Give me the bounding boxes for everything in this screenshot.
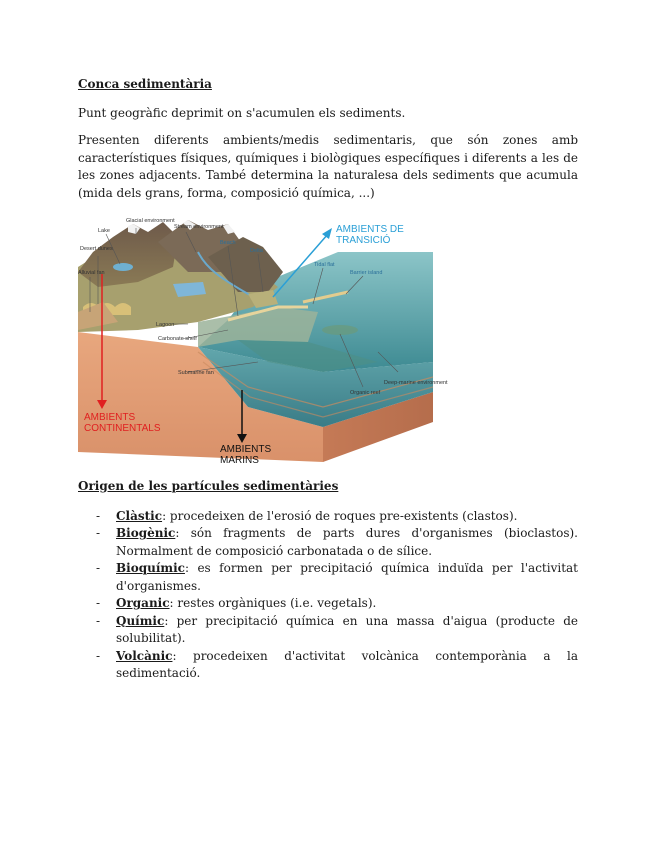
list-text: : procedeixen d'activitat volcànica contemporània a la sedimentació. xyxy=(116,648,578,680)
label-desert-dunes: Desert dunes xyxy=(80,246,113,252)
list-item xyxy=(78,613,578,648)
list-text: : són fragments de parts dures d'organismes (bioclastos). Normalment de composició carbonatada o de sílice. xyxy=(116,526,578,558)
label-deep-marine: Deep-marine environment xyxy=(384,380,448,386)
block-diagram xyxy=(78,212,448,466)
list-dash: - xyxy=(96,648,101,663)
annotation-marins-2: MARINS xyxy=(220,455,259,466)
list-item xyxy=(78,648,578,683)
list-text: : per precipitació química en una massa d'aigua (producte de solubilitat). xyxy=(116,613,578,645)
paragraph-ambients: Presenten diferents ambients/medis sedimentaris, que són zones amb característiques físiques, químiques i biològiques específiques i diferents a les de les zones adjacents. També determina la naturalesa dels sediments que acumula (mida dels grans, forma, composició química, ...) xyxy=(78,133,578,200)
section-heading-origen: Origen de les partícules sedimentàries xyxy=(78,479,339,493)
label-submarine-fan: Submarine fan xyxy=(178,370,214,376)
arrow-transicio-head xyxy=(322,228,332,239)
annotation-continentals-2: CONTINENTALS xyxy=(84,423,161,434)
annotation-transicio-1: AMBIENTS DE xyxy=(336,224,404,235)
label-stream: Stream environment xyxy=(174,224,224,230)
section-origen xyxy=(78,478,578,683)
list-item xyxy=(78,595,578,613)
annotation-marins-1: AMBIENTS xyxy=(220,444,272,455)
label-tidal-flat: Tidal flat xyxy=(314,262,335,268)
particle-origin-list xyxy=(78,508,578,683)
list-dash: - xyxy=(96,613,101,628)
sedimentary-environments-diagram xyxy=(78,212,448,466)
lake-shape xyxy=(113,263,133,271)
list-dash: - xyxy=(96,561,101,575)
list-text: : restes orgàniques (i.e. vegetals). xyxy=(169,596,377,610)
label-barrier-island: Barrier island xyxy=(350,270,383,276)
reef-shape xyxy=(322,325,358,335)
list-dash: - xyxy=(96,508,101,523)
label-glacial: Glacial environment xyxy=(126,218,175,224)
list-term: Biogènic xyxy=(116,526,176,540)
document-page xyxy=(78,76,578,683)
paragraph-definition: Punt geogràfic deprimit on s'acumulen els sediments. xyxy=(78,105,406,120)
list-text: : procedeixen de l'erosió de roques pre-existents (clastos). xyxy=(162,508,518,523)
list-item xyxy=(78,508,578,526)
label-carbonate-shelf: Carbonate shelf xyxy=(158,336,197,342)
list-term: Clàstic xyxy=(116,508,163,523)
list-term: Químic xyxy=(116,613,165,628)
list-item xyxy=(78,525,578,560)
list-text: : es formen per precipitació química induïda per l'activitat d'organismes. xyxy=(116,561,578,593)
label-lake: Lake xyxy=(98,228,110,234)
annotation-continentals-1: AMBIENTS xyxy=(84,412,136,423)
list-item xyxy=(78,560,578,595)
section-heading-conca: Conca sedimentària xyxy=(78,77,212,91)
label-alluvial-fan: Alluvial fan xyxy=(78,270,105,276)
list-term: Organic xyxy=(116,596,170,610)
list-dash: - xyxy=(96,526,101,540)
list-term: Bioquímic xyxy=(116,561,185,575)
list-dash: - xyxy=(96,596,101,610)
list-term: Volcànic xyxy=(116,648,173,663)
label-beach: Beach xyxy=(220,240,236,246)
label-delta: Delta xyxy=(250,248,263,254)
annotation-transicio-2: TRANSICIÓ xyxy=(336,235,391,246)
label-organic-reef: Organic reef xyxy=(350,390,381,396)
label-lagoon: Lagoon xyxy=(156,322,175,328)
